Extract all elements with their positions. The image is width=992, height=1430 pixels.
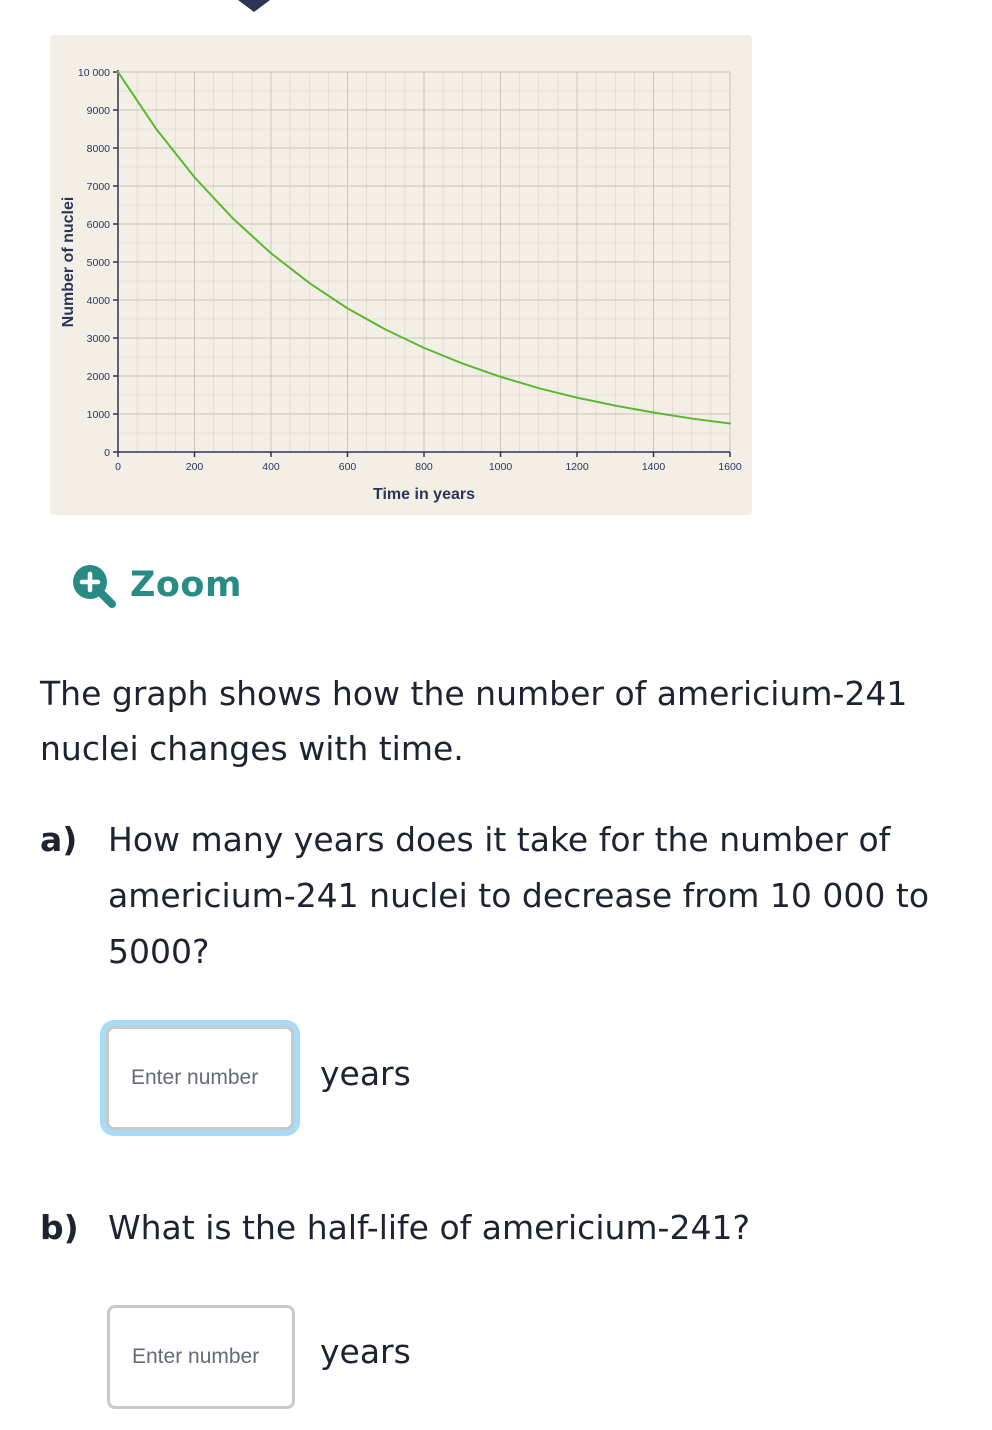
x-axis-label: Time in years bbox=[373, 486, 475, 503]
y-tick-label: 6000 bbox=[86, 219, 110, 231]
y-tick-label: 1000 bbox=[86, 409, 110, 421]
question-b-letter: b) bbox=[40, 1208, 79, 1247]
zoom-button[interactable] bbox=[70, 562, 242, 608]
y-tick-label: 5000 bbox=[86, 257, 110, 269]
x-tick-label: 400 bbox=[262, 461, 280, 473]
y-tick-label: 3000 bbox=[86, 333, 110, 345]
y-tick-label: 4000 bbox=[86, 295, 110, 307]
answer-a-unit: years bbox=[320, 1054, 411, 1093]
zoom-label: Zoom bbox=[130, 565, 242, 605]
y-tick-label: 10 000 bbox=[77, 67, 110, 79]
x-tick-label: 1600 bbox=[718, 461, 742, 473]
intro-text: The graph shows how the number of americium-241 nuclei changes with time. bbox=[40, 674, 908, 768]
x-tick-label: 1400 bbox=[641, 461, 666, 473]
x-tick-label: 600 bbox=[338, 461, 357, 473]
top-pointer-marker bbox=[238, 0, 270, 12]
y-tick-label: 7000 bbox=[86, 181, 110, 193]
x-tick-label: 0 bbox=[115, 461, 121, 473]
question-a-letter: a) bbox=[40, 820, 78, 859]
decay-graph bbox=[50, 35, 752, 515]
answer-b-input[interactable] bbox=[107, 1305, 295, 1409]
x-tick-label: 1200 bbox=[565, 461, 589, 473]
x-tick-label: 800 bbox=[415, 461, 433, 473]
question-a-text: How many years does it take for the number of americium-241 nuclei to decrease from 10 000 to 5000? bbox=[108, 820, 930, 971]
answer-a-input[interactable] bbox=[106, 1026, 294, 1130]
x-tick-label: 200 bbox=[185, 461, 204, 473]
zoom-in-icon bbox=[70, 562, 116, 608]
y-axis-label: Number of nuclei bbox=[60, 196, 77, 328]
y-tick-label: 9000 bbox=[86, 105, 110, 117]
x-tick-label: 1000 bbox=[488, 461, 513, 473]
question-b-text: What is the half-life of americium-241? bbox=[108, 1208, 750, 1247]
y-tick-label: 2000 bbox=[86, 371, 110, 383]
y-tick-label: 8000 bbox=[86, 143, 110, 155]
decay-graph-svg bbox=[50, 35, 752, 515]
y-tick-label: 0 bbox=[104, 447, 110, 459]
answer-b-unit: years bbox=[320, 1332, 411, 1371]
